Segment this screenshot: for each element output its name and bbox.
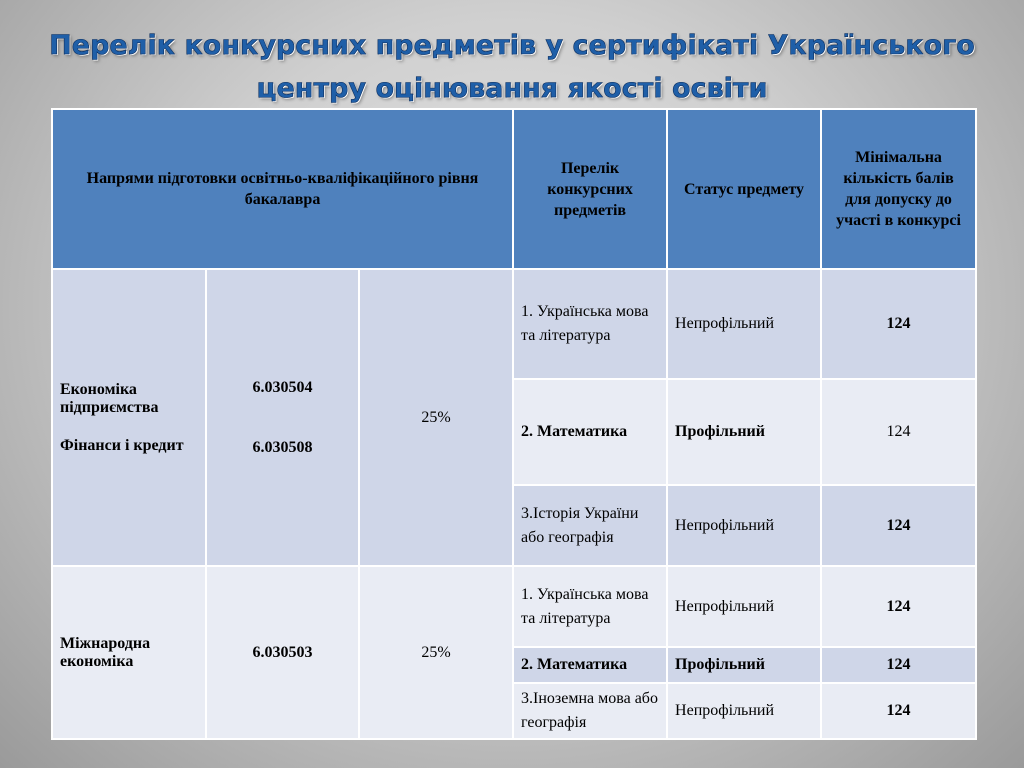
header-directions: Напрями підготовки освітньо-кваліфікаційного рівня бакалавра — [52, 109, 513, 269]
direction-name: Економіка підприємства — [60, 380, 159, 416]
score-cell: 124 — [821, 269, 976, 379]
direction-code: 6.030504 — [252, 378, 313, 396]
table-row — [52, 269, 976, 379]
code-cell: 6.030503 — [206, 566, 359, 739]
subject-cell: 2. Математика — [513, 647, 667, 683]
subject-cell: 2. Математика — [513, 379, 667, 485]
slide-title: Перелік конкурсних предметів у сертифікаті Українського центру оцінювання якості освіти — [49, 30, 975, 104]
score-cell: 124 — [821, 683, 976, 739]
direction-cell — [52, 269, 206, 566]
header-subjects: Перелік конкурсних предметів — [513, 109, 667, 269]
score-cell: 124 — [821, 379, 976, 485]
subject-cell: 3.Іноземна мова або географія — [513, 683, 667, 739]
status-cell: Непрофільний — [667, 566, 821, 647]
status-cell: Непрофільний — [667, 269, 821, 379]
subject-cell: 1. Українська мова та література — [513, 566, 667, 647]
score-cell: 124 — [821, 566, 976, 647]
direction-name: Фінанси і кредит — [60, 436, 184, 454]
table-header-row — [52, 109, 976, 269]
header-min-score: Мінімальна кількість балів для допуску до участі в конкурсі — [821, 109, 976, 269]
direction-code: 6.030508 — [252, 438, 313, 456]
subject-cell: 1. Українська мова та література — [513, 269, 667, 379]
percent-cell: 25% — [359, 566, 513, 739]
score-cell: 124 — [821, 485, 976, 566]
percent-cell: 25% — [359, 269, 513, 566]
status-cell: Непрофільний — [667, 485, 821, 566]
subject-cell: 3.Історія України або географія — [513, 485, 667, 566]
status-cell: Непрофільний — [667, 683, 821, 739]
table-row — [52, 566, 976, 647]
status-cell: Профільний — [667, 379, 821, 485]
status-cell: Профільний — [667, 647, 821, 683]
header-status: Статус предмету — [667, 109, 821, 269]
code-cell — [206, 269, 359, 566]
score-cell: 124 — [821, 647, 976, 683]
direction-cell: Міжнародна економіка — [52, 566, 206, 739]
subjects-table — [51, 108, 977, 740]
